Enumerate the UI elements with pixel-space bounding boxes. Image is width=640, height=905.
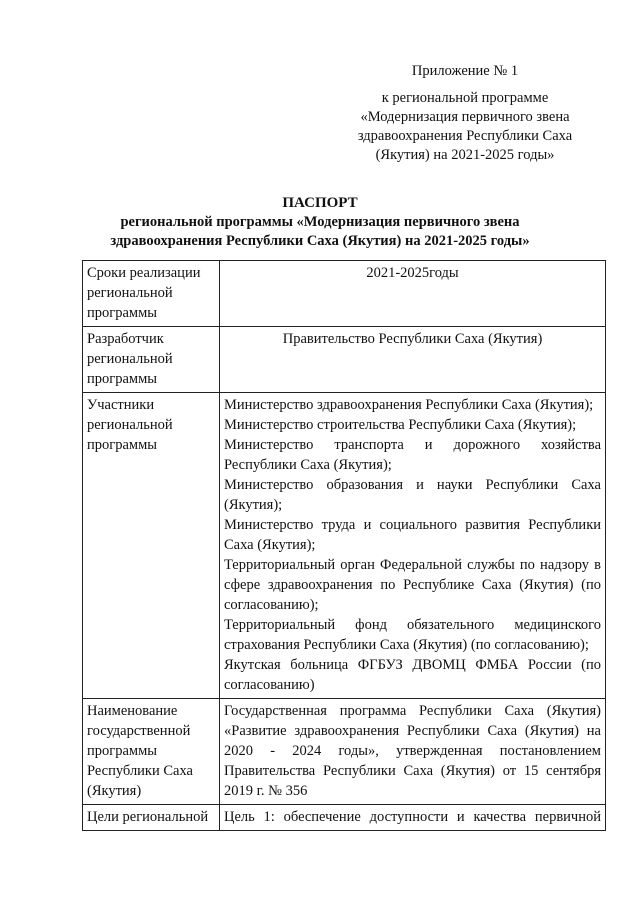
title-line: региональной программы «Модернизация первичного звена — [120, 214, 520, 230]
appendix-line: (Якутия) на 2021-2025 годы» — [375, 147, 555, 163]
appendix-line: к региональной программе — [381, 90, 549, 106]
participant-item: Министерство строительства Республики Саха (Якутия); — [224, 417, 577, 433]
participant-item: Якутская больница ФГБУЗ ДВОМЦ ФМБА России (по согласованию) — [224, 657, 601, 693]
title-line: здравоохранения Республики Саха (Якутия) на 2021-2025 годы» — [110, 233, 530, 249]
appendix-line: «Модернизация первичного звена — [360, 109, 570, 125]
document-title — [70, 194, 570, 251]
title-heading: ПАСПОРТ — [282, 195, 358, 211]
appendix-header — [350, 62, 580, 165]
participant-item: Территориальный фонд обязательного медицинского страхования Республики Саха (Якутия) (по согласованию); — [224, 617, 601, 653]
row-value: Государственная программа Республики Саха (Якутия) «Развитие здравоохранения Республики Саха (Якутия) на 2020 - 2024 годы», утвержденная постановлением Правительства Республики Саха (Якутия) от 15 сентября 2019 г. № 356 — [220, 699, 606, 805]
table-row — [83, 805, 606, 831]
row-label: Сроки реализации региональной программы — [83, 261, 220, 327]
appendix-line: здравоохранения Республики Саха — [357, 128, 573, 144]
row-label: Наименование государственной программы Республики Саха (Якутия) — [83, 699, 220, 805]
row-label: Участники региональной программы — [83, 393, 220, 699]
table-row — [83, 327, 606, 393]
row-label: Цели региональной — [83, 805, 220, 831]
appendix-number: Приложение № 1 — [411, 63, 519, 79]
participant-item: Министерство здравоохранения Республики Саха (Якутия); — [224, 397, 594, 413]
table-row — [83, 261, 606, 327]
row-value — [220, 393, 606, 699]
row-label: Разработчик региональной программы — [83, 327, 220, 393]
table-row — [83, 699, 606, 805]
table-row — [83, 393, 606, 699]
row-value: 2021-2025годы — [220, 261, 606, 327]
participant-item: Министерство транспорта и дорожного хозяйства Республики Саха (Якутия); — [224, 437, 601, 473]
row-value: Правительство Республики Саха (Якутия) — [220, 327, 606, 393]
participant-item: Территориальный орган Федеральной службы по надзору в сфере здравоохранения по Республике Саха (Якутия) (по согласованию); — [224, 557, 601, 613]
participant-item: Министерство труда и социального развития Республики Саха (Якутия); — [224, 517, 601, 553]
participant-item: Министерство образования и науки Республики Саха (Якутия); — [224, 477, 601, 513]
passport-table — [82, 260, 606, 831]
row-value: Цель 1: обеспечение доступности и качества первичной — [220, 805, 606, 831]
